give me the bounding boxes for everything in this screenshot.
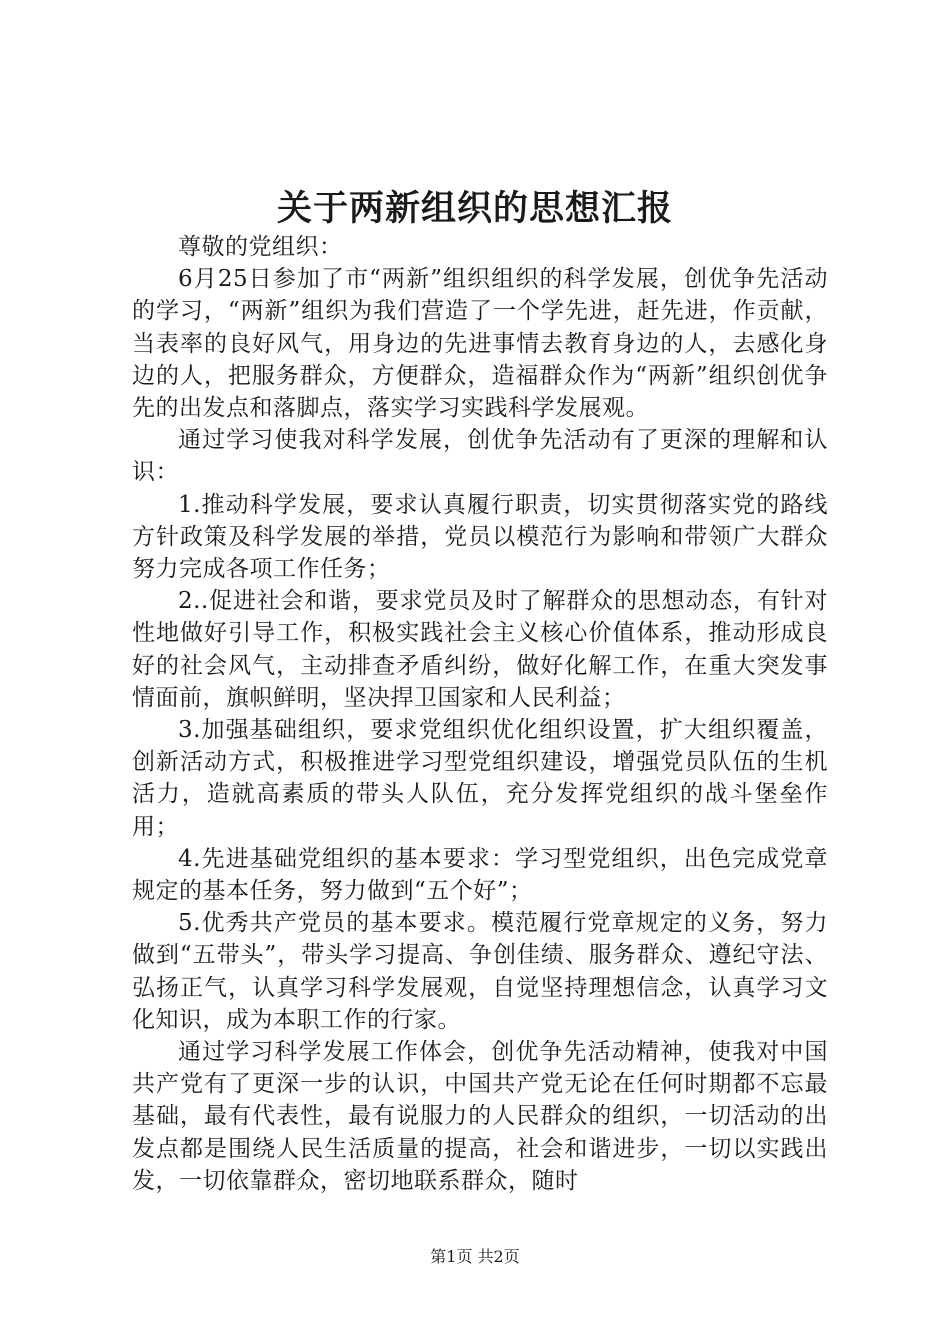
- paragraph-conclusion: 通过学习科学发展工作体会，创优争先活动精神，使我对中国共产党有了更深一步的认识，中国共产党无论在任何时期都不忘最基础，最有代表性，最有说服力的人民群众的组织，一切活动的出发点都是围绕人民生活质量的提高，社会和谐进步，一切以实践出发，一切依靠群众，密切地联系群众，随时: [132, 1039, 828, 1194]
- salutation: 尊敬的党组织：: [178, 234, 343, 260]
- list-item-4: 4.先进基础党组织的基本要求：学习型党组织，出色完成党章规定的基本任务，努力做到“五个好”；: [132, 845, 828, 905]
- list-item-3: 3.加强基础组织，要求党组织优化组织设置，扩大组织覆盖，创新活动方式，积极推进学习型党组织建设，增强党员队伍的生机活力，造就高素质的带头人队伍，充分发挥党组织的战斗堡垒作用；: [132, 717, 828, 840]
- paragraph-understanding: 通过学习使我对科学发展，创优争先活动有了更深的理解和认识：: [132, 427, 828, 486]
- list-item-1: 1.推动科学发展，要求认真履行职责，切实贯彻落实党的路线方针政策及科学发展的举措，党员以模范行为影响和带领广大群众努力完成各项工作任务；: [132, 491, 828, 583]
- list-item-5: 5.优秀共产党员的基本要求。模范履行党章规定的义务，努力做到“五带头”，带头学习提高、争创佳绩、服务群众、遵纪守法、弘扬正气，认真学习科学发展观，自觉坚持理想信念，认真学习文化知识，成为本职工作的行家。: [132, 910, 828, 1033]
- document-title: 关于两新组织的思想汇报: [276, 188, 673, 229]
- document-body: [132, 231, 828, 1197]
- list-item-2: 2..促进社会和谐，要求党员及时了解群众的思想动态，有针对性地做好引导工作，积极实践社会主义核心价值体系，推动形成良好的社会风气，主动排查矛盾纠纷，做好化解工作，在重大突发事情面前，旗帜鲜明，坚决捍卫国家和人民利益；: [132, 588, 828, 711]
- page-number-footer: 第1页 共2页: [430, 1247, 520, 1266]
- paragraph-intro: 6月25日参加了市“两新”组织组织的科学发展，创优争先活动的学习，“两新”组织为我们营造了一个学先进，赶先进，作贡献，当表率的良好风气，用身边的先进事情去教育身边的人，去感化身边的人，把服务群众，方便群众，造福群众作为“两新”组织创优争先的出发点和落脚点，落实学习实践科学发展观。: [132, 266, 828, 422]
